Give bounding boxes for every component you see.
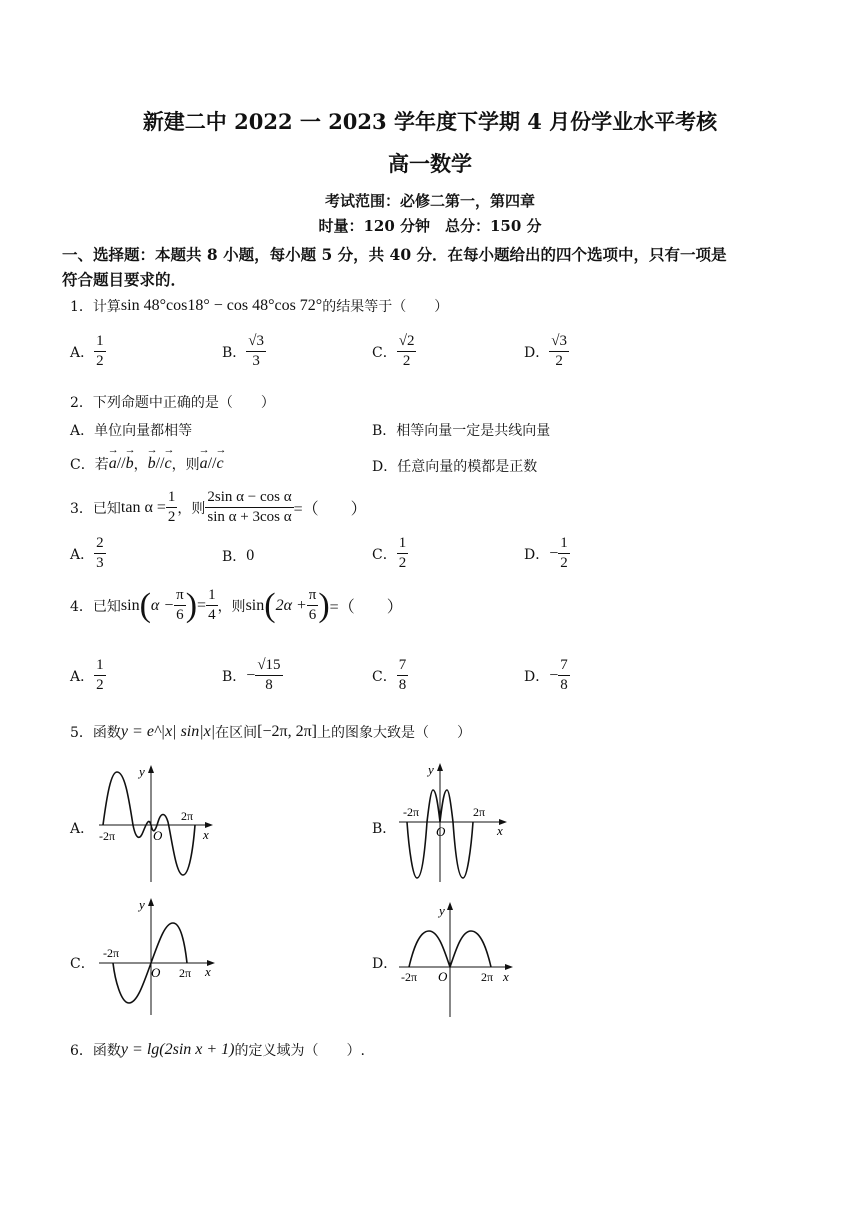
svg-text:x: x bbox=[497, 823, 503, 838]
vector-a: → a bbox=[109, 455, 117, 473]
question-3-option-d: D． − $\frac{1}{2}$ bbox=[524, 535, 568, 571]
question-5-graph-b bbox=[395, 760, 520, 885]
section-heading-line2: 符合题目要求的． bbox=[62, 270, 187, 289]
question-1-stem: 1．计算 sin 48°cos18° − cos 48°cos 72° 的结果等于（ ） bbox=[70, 297, 449, 315]
question-5-option-c-label: C． bbox=[70, 956, 95, 972]
vector-a: → a bbox=[200, 455, 208, 473]
question-2-option-d: D．任意向量的模都是正数 bbox=[372, 459, 538, 475]
question-5-graph-a bbox=[95, 760, 220, 885]
vector-c: → c bbox=[165, 455, 172, 473]
svg-text:y: y bbox=[139, 897, 145, 912]
question-1-option-d: D． $\frac{√3}{2}$ bbox=[524, 333, 567, 369]
question-4-option-c: C． $\frac{7}{8}$ bbox=[372, 657, 407, 693]
exam-time: 时量：120 分钟 总分：150 分 bbox=[318, 217, 542, 235]
vector-b: → b bbox=[126, 455, 134, 473]
question-3-option-a: A． $\frac{2}{3}$ bbox=[70, 535, 104, 571]
svg-text:O: O bbox=[436, 824, 446, 839]
svg-text:x: x bbox=[203, 827, 209, 842]
svg-text:-2π: -2π bbox=[403, 805, 420, 819]
question-1-option-b: B． $\frac{√3}{3}$ bbox=[222, 333, 265, 369]
svg-text:y: y bbox=[439, 903, 445, 918]
question-5-option-a-label: A． bbox=[70, 821, 95, 837]
question-2-option-a: A．单位向量都相等 bbox=[70, 423, 193, 439]
question-2-stem: 2．下列命题中正确的是（ ） bbox=[70, 395, 275, 411]
svg-text:O: O bbox=[438, 969, 448, 984]
question-4-option-a: A． $\frac{1}{2}$ bbox=[70, 657, 104, 693]
question-3-option-c: C． $\frac{1}{2}$ bbox=[372, 535, 407, 571]
question-2-option-b: B．相等向量一定是共线向量 bbox=[372, 423, 551, 439]
svg-text:-2π: -2π bbox=[401, 970, 418, 984]
question-6-stem: 6．函数 y = lg(2sin x + 1) 的定义域为（ ）. bbox=[70, 1041, 365, 1059]
question-3-option-b: B． 0 bbox=[222, 547, 255, 565]
svg-text:-2π: -2π bbox=[103, 946, 120, 960]
exam-title: 新建二中 2022 一 2023 学年度下学期 4 月份学业水平考核 bbox=[142, 109, 718, 134]
question-1-option-c: C． $\frac{√2}{2}$ bbox=[372, 333, 415, 369]
svg-text:x: x bbox=[205, 964, 211, 979]
question-2-option-c: C．若 → a // → b ， → b // → c ，则 → a // → c bbox=[70, 454, 224, 474]
svg-text:2π: 2π bbox=[473, 805, 486, 819]
question-4-stem: 4．已知 sin ( α − $\frac{\pi}{6}$ ) = $\frac{1}{4}$ ，则 sin ( 2α + $\frac{\pi}{6}$ ) =（ ） bbox=[70, 586, 403, 624]
svg-text:2π: 2π bbox=[481, 970, 494, 984]
svg-text:y: y bbox=[428, 762, 434, 777]
question-5-stem: 5．函数 y = e^|x| sin|x| 在区间 [−2π, 2π] 上的图象大致是（ ） bbox=[70, 723, 471, 741]
svg-text:y: y bbox=[139, 764, 145, 779]
question-1-option-a: A． $\frac{1}{2}$ bbox=[70, 333, 104, 369]
exam-subject: 高一数学 bbox=[388, 151, 472, 176]
question-5-option-d-label: D． bbox=[372, 956, 398, 972]
exam-scope: 考试范围：必修二第一，第四章 bbox=[324, 192, 535, 210]
question-5-option-b-label: B． bbox=[372, 821, 397, 837]
vector-b: → b bbox=[148, 455, 156, 473]
svg-text:x: x bbox=[503, 969, 509, 984]
svg-text:2π: 2π bbox=[179, 966, 192, 980]
question-5-graph-c bbox=[95, 895, 220, 1020]
svg-text:2π: 2π bbox=[181, 809, 194, 823]
svg-text:O: O bbox=[151, 965, 161, 980]
question-4-option-b: B． − $\frac{√15}{8}$ bbox=[222, 657, 281, 693]
svg-text:-2π: -2π bbox=[99, 829, 116, 843]
svg-text:O: O bbox=[153, 828, 163, 843]
question-3-stem: 3．已知 tan α = $\frac{1}{2}$ ，则 $\frac{\text{2sin α − cos α}}{\text{sin α + 3cos α}}$ =（ ） bbox=[70, 489, 367, 525]
question-5-graph-d bbox=[395, 895, 520, 1020]
vector-c: → c bbox=[217, 455, 224, 473]
question-4-option-d: D． − $\frac{7}{8}$ bbox=[524, 657, 568, 693]
section-heading-line1: 一、选择题：本题共 8 小题，每小题 5 分，共 40 分．在每小题给出的四个选项中，只有一项是 bbox=[62, 245, 727, 264]
